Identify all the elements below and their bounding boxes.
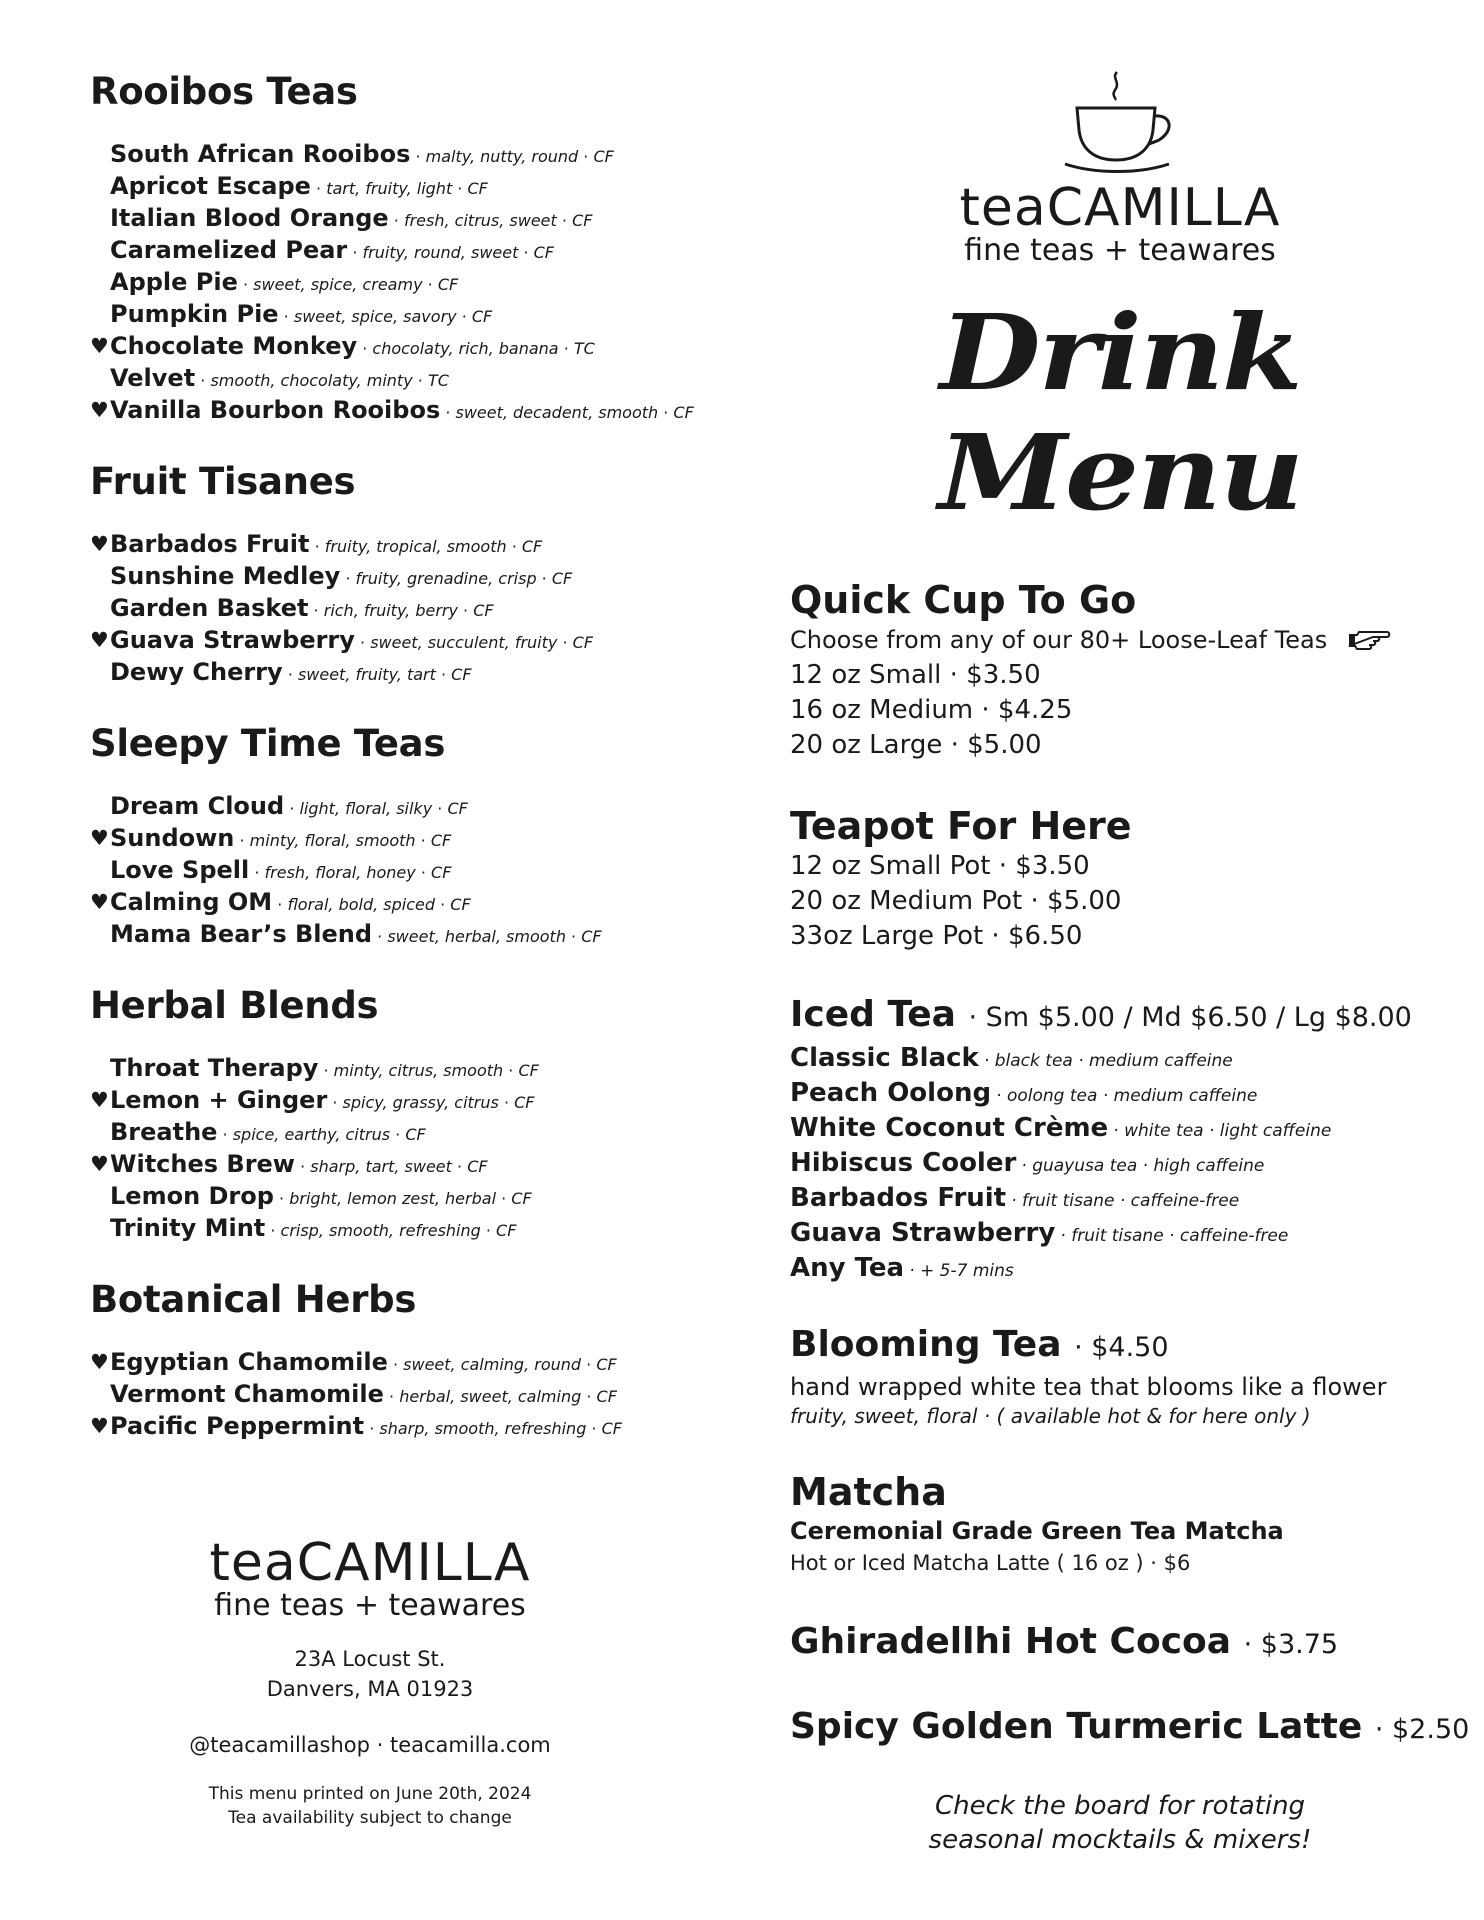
footer-brand-tagline: fine teas + teawares — [214, 1588, 526, 1623]
tea-item — [90, 886, 730, 918]
iced-tea-description: · fruit tisane · caffeine-free — [1011, 1191, 1240, 1211]
tea-description: spice, earthy, citrus — [232, 1125, 391, 1144]
section-title: Rooibos Teas — [90, 70, 358, 113]
tea-name: Chocolate Monkey — [110, 332, 358, 360]
iced-tea-item — [790, 1111, 1450, 1146]
heart-icon: ♥ — [90, 826, 109, 850]
blooming-tea-description: hand wrapped white tea that blooms like a flower — [790, 1373, 1387, 1401]
tea-item — [90, 560, 730, 592]
size-price-line: 12 oz Small · $3.50 — [790, 660, 1041, 690]
footer-printed-date: This menu printed on June 20th, 2024 — [208, 1784, 532, 1804]
tea-description: sweet, fruity, tart — [297, 665, 436, 684]
separator-dot: · — [498, 1093, 515, 1112]
separator-dot: · — [578, 147, 594, 166]
iced-tea-name: Peach Oolong — [790, 1078, 992, 1108]
tea-name: Lemon Drop — [110, 1182, 274, 1210]
tea-item — [90, 394, 730, 426]
tea-item — [90, 298, 730, 330]
separator-dot: · — [451, 1157, 468, 1176]
tea-name: Apricot Escape — [110, 172, 311, 200]
iced-tea-name: White Coconut Crème — [790, 1113, 1109, 1143]
separator-dot: · — [440, 403, 456, 422]
iced-tea-item — [790, 1076, 1450, 1111]
footer-street: 23A Locust St. — [294, 1647, 446, 1671]
tea-name: Vanilla Bourbon Rooibos — [110, 396, 441, 424]
iced-tea-description: · + 5-7 mins — [909, 1261, 1014, 1281]
left-menu-column — [90, 70, 730, 1476]
separator-dot: · — [347, 243, 363, 262]
tea-name: Guava Strawberry — [110, 626, 355, 654]
tea-name: Sunshine Medley — [110, 562, 341, 590]
tea-description: floral, bold, spiced — [287, 895, 436, 914]
tea-description: bright, lemon zest, herbal — [289, 1189, 497, 1208]
footer-social-links: @teacamillashop · teacamilla.com — [189, 1733, 551, 1757]
matcha-section — [790, 1469, 1450, 1579]
caffeine-code: CF — [533, 243, 554, 262]
separator-dot: · — [503, 1061, 519, 1080]
separator-dot: · — [432, 799, 448, 818]
tea-name: Caramelized Pear — [110, 236, 348, 264]
separator-dot: · — [265, 1221, 281, 1240]
footer-city: Danvers, MA 01923 — [266, 1677, 474, 1701]
caffeine-code: CF — [518, 1061, 539, 1080]
tea-item — [90, 592, 730, 624]
tea-list — [90, 1052, 730, 1244]
heart-icon: ♥ — [90, 532, 109, 556]
size-price-line: 33oz Large Pot · $6.50 — [790, 921, 1083, 951]
tea-name: Breathe — [110, 1118, 218, 1146]
separator-dot: · — [310, 179, 327, 198]
separator-dot: · — [496, 1189, 512, 1208]
tea-description: minty, floral, smooth — [249, 831, 416, 850]
heart-icon: ♥ — [90, 334, 109, 358]
caffeine-code: CF — [572, 211, 593, 230]
tea-item — [90, 170, 730, 202]
iced-tea-name: Barbados Fruit — [790, 1183, 1007, 1213]
matcha-latte: Hot or Iced Matcha Latte ( 16 oz ) · $6 — [790, 1551, 1191, 1575]
tea-list — [90, 138, 730, 426]
separator-dot: · — [415, 863, 432, 882]
tea-item — [90, 1212, 730, 1244]
tea-name: Barbados Fruit — [110, 530, 310, 558]
separator-dot: · — [388, 211, 404, 230]
separator-dot: · — [237, 275, 254, 294]
separator-dot: · — [435, 665, 452, 684]
tea-item — [90, 1148, 730, 1180]
tea-list — [90, 528, 730, 688]
separator-dot: · — [581, 1355, 597, 1374]
caffeine-code: CF — [450, 895, 471, 914]
separator-dot: · — [340, 569, 356, 588]
tea-name: Calming OM — [110, 888, 273, 916]
tea-item — [90, 656, 730, 688]
tea-name: Throat Therapy — [110, 1054, 319, 1082]
brand-tagline: fine teas + teawares — [964, 233, 1276, 268]
separator-dot: · — [273, 1189, 290, 1208]
tea-name: Velvet — [110, 364, 196, 392]
tea-description: sweet, spice, creamy — [253, 275, 423, 294]
caffeine-code: CF — [511, 1189, 532, 1208]
tea-description: light, floral, silky — [299, 799, 433, 818]
tea-name: Vermont Chamomile — [110, 1380, 384, 1408]
separator-dot: · — [308, 601, 324, 620]
separator-dot: · — [284, 799, 300, 818]
caffeine-code: TC — [573, 339, 595, 358]
separator-dot: · — [357, 339, 373, 358]
tea-name: Dream Cloud — [110, 792, 285, 820]
iced-tea-title: Iced Tea — [790, 994, 956, 1035]
heart-icon: ♥ — [90, 398, 109, 422]
caffeine-code: CF — [551, 569, 573, 588]
hot-cocoa-price: · $3.75 — [1243, 1629, 1339, 1660]
iced-tea-description: · white tea · light caffeine — [1113, 1121, 1332, 1141]
tea-name: Love Spell — [110, 856, 250, 884]
menu-title: Drink Menu — [938, 291, 1302, 534]
caffeine-code: CF — [431, 863, 452, 882]
hot-cocoa-title: Ghiradellhi Hot Cocoa — [790, 1621, 1232, 1662]
tea-item — [90, 1116, 730, 1148]
tea-description: crisp, smooth, refreshing — [280, 1221, 481, 1240]
heart-icon: ♥ — [90, 1350, 109, 1374]
tea-section — [90, 1278, 730, 1442]
tea-name: Pumpkin Pie — [110, 300, 279, 328]
separator-dot: · — [456, 307, 472, 326]
tea-description: sweet, decadent, smooth — [455, 403, 659, 422]
tea-item — [90, 918, 730, 950]
blooming-tea-price: · $4.50 — [1074, 1332, 1169, 1363]
quick-cup-title: Quick Cup To Go — [790, 578, 1137, 622]
header-logo — [790, 70, 1450, 533]
iced-tea-description: · guayusa tea · high caffeine — [1021, 1156, 1265, 1176]
iced-tea-item — [790, 1181, 1450, 1216]
separator-dot: · — [410, 147, 426, 166]
separator-dot: · — [415, 831, 431, 850]
tea-name: Trinity Mint — [110, 1214, 266, 1242]
tea-description: chocolaty, rich, banana — [372, 339, 559, 358]
iced-tea-name: Guava Strawberry — [790, 1218, 1056, 1248]
tea-name: Dewy Cherry — [110, 658, 283, 686]
tea-item — [90, 202, 730, 234]
tea-item — [90, 138, 730, 170]
separator-dot: · — [272, 895, 288, 914]
tea-name: Apple Pie — [110, 268, 238, 296]
section-title: Herbal Blends — [90, 984, 379, 1027]
caffeine-code: CF — [473, 601, 494, 620]
tea-item — [90, 528, 730, 560]
blooming-tea-title: Blooming Tea — [790, 1324, 1062, 1365]
caffeine-code: TC — [427, 371, 449, 390]
size-price-line: 20 oz Medium Pot · $5.00 — [790, 886, 1122, 916]
iced-tea-name: Hibiscus Cooler — [790, 1148, 1017, 1178]
tea-description: herbal, sweet, calming — [399, 1387, 582, 1406]
tea-item — [90, 234, 730, 266]
tea-section — [90, 70, 730, 426]
iced-tea-heading — [790, 992, 1450, 1041]
tea-description: malty, nutty, round — [425, 147, 579, 166]
size-price-line: 12 oz Small Pot · $3.50 — [790, 851, 1090, 881]
quick-cup-subtitle — [790, 623, 1450, 658]
quick-cup-section — [790, 577, 1450, 763]
separator-dot: · — [372, 927, 388, 946]
tea-name: Witches Brew — [110, 1150, 295, 1178]
separator-dot: · — [354, 633, 371, 652]
iced-tea-name: Classic Black — [790, 1043, 979, 1073]
blooming-tea-heading — [790, 1322, 1450, 1371]
tea-name: South African Rooibos — [110, 140, 411, 168]
iced-tea-item — [790, 1041, 1450, 1076]
separator-dot: · — [383, 1387, 400, 1406]
seasonal-note-line1: Check the board for rotating — [934, 1791, 1306, 1821]
separator-dot: · — [309, 537, 325, 556]
tea-item — [90, 1084, 730, 1116]
separator-dot: · — [457, 601, 474, 620]
tea-description: sharp, tart, sweet — [310, 1157, 452, 1176]
tea-name: Lemon + Ginger — [110, 1086, 328, 1114]
iced-tea-description: · fruit tisane · caffeine-free — [1060, 1226, 1289, 1246]
turmeric-latte-title: Spicy Golden Turmeric Latte — [790, 1706, 1363, 1747]
caffeine-code: CF — [467, 179, 488, 198]
separator-dot: · — [390, 1125, 406, 1144]
separator-dot: · — [452, 179, 468, 198]
tea-item — [90, 330, 730, 362]
tea-description: sweet, spice, savory — [293, 307, 457, 326]
tea-item — [90, 1346, 730, 1378]
footer-brand-name: teaCAMILLA — [209, 1533, 531, 1593]
teacup-icon — [1055, 70, 1185, 175]
separator-dot: · — [234, 831, 250, 850]
blooming-tea-notes: fruity, sweet, floral · ( available hot & for here only ) — [790, 1404, 1311, 1428]
tea-description: sweet, herbal, smooth — [387, 927, 566, 946]
tea-item — [90, 1378, 730, 1410]
pointing-hand-icon — [1347, 629, 1391, 653]
brand-name: teaCAMILLA — [959, 178, 1281, 238]
turmeric-latte-heading — [790, 1704, 1470, 1753]
footer-availability-note: Tea availability subject to change — [228, 1808, 512, 1828]
separator-dot: · — [557, 633, 573, 652]
tea-item — [90, 1180, 730, 1212]
tea-description: fruity, round, sweet — [362, 243, 519, 262]
teapot-title: Teapot For Here — [790, 804, 1132, 848]
separator-dot: · — [278, 307, 294, 326]
separator-dot: · — [364, 1419, 380, 1438]
size-price-line: 16 oz Medium · $4.25 — [790, 695, 1073, 725]
caffeine-code: CF — [437, 275, 459, 294]
tea-name: Mama Bear’s Blend — [110, 920, 373, 948]
matcha-title: Matcha — [790, 1470, 947, 1514]
tea-name: Sundown — [110, 824, 235, 852]
separator-dot: · — [581, 1387, 597, 1406]
tea-description: rich, fruity, berry — [323, 601, 458, 620]
tea-description: fresh, citrus, sweet — [403, 211, 557, 230]
tea-list — [90, 1346, 730, 1442]
caffeine-code: CF — [514, 1093, 535, 1112]
caffeine-code: CF — [572, 633, 594, 652]
tea-section — [90, 460, 730, 688]
heart-icon: ♥ — [90, 890, 109, 914]
tea-item — [90, 822, 730, 854]
tea-list — [90, 790, 730, 950]
quick-cup-subtitle-text: Choose from any of our 80+ Loose-Leaf Teas — [790, 626, 1328, 654]
caffeine-code: CF — [673, 403, 694, 422]
caffeine-code: CF — [596, 1387, 617, 1406]
tea-name: Pacific Peppermint — [110, 1412, 365, 1440]
caffeine-code: CF — [581, 927, 602, 946]
separator-dot: · — [217, 1125, 233, 1144]
caffeine-code: CF — [467, 1157, 488, 1176]
separator-dot: · — [658, 403, 674, 422]
seasonal-note — [790, 1789, 1450, 1857]
tea-description: fresh, floral, honey — [264, 863, 416, 882]
separator-dot: · — [282, 665, 298, 684]
tea-section — [90, 984, 730, 1244]
separator-dot: · — [506, 537, 522, 556]
iced-tea-description: · black tea · medium caffeine — [983, 1051, 1233, 1071]
tea-name: Garden Basket — [110, 594, 309, 622]
iced-tea-name: Any Tea — [790, 1253, 905, 1283]
turmeric-latte-price: · $2.50 — [1374, 1714, 1470, 1745]
tea-description: fruity, tropical, smooth — [324, 537, 507, 556]
caffeine-code: CF — [451, 665, 472, 684]
tea-item — [90, 362, 730, 394]
separator-dot: · — [387, 1355, 404, 1374]
iced-tea-prices: · Sm $5.00 / Md $6.50 / Lg $8.00 — [968, 1002, 1412, 1033]
section-title: Botanical Herbs — [90, 1278, 417, 1321]
caffeine-code: CF — [405, 1125, 426, 1144]
separator-dot: · — [480, 1221, 497, 1240]
tea-description: sweet, calming, round — [403, 1355, 582, 1374]
separator-dot: · — [558, 339, 574, 358]
heart-icon: ♥ — [90, 1414, 109, 1438]
caffeine-code: CF — [430, 831, 452, 850]
blooming-tea-section — [790, 1322, 1450, 1429]
separator-dot: · — [294, 1157, 311, 1176]
turmeric-latte-section — [790, 1704, 1470, 1753]
separator-dot: · — [422, 275, 438, 294]
separator-dot: · — [586, 1419, 602, 1438]
size-price-line: 20 oz Large · $5.00 — [790, 730, 1042, 760]
iced-tea-description: · oolong tea · medium caffeine — [996, 1086, 1258, 1106]
heart-icon: ♥ — [90, 628, 109, 652]
caffeine-code: CF — [521, 537, 543, 556]
tea-name: Italian Blood Orange — [110, 204, 389, 232]
separator-dot: · — [412, 371, 428, 390]
separator-dot: · — [435, 895, 451, 914]
iced-tea-item — [790, 1251, 1450, 1286]
separator-dot: · — [518, 243, 534, 262]
separator-dot: · — [565, 927, 582, 946]
iced-tea-section — [790, 992, 1450, 1286]
tea-item — [90, 624, 730, 656]
hot-cocoa-heading — [790, 1619, 1450, 1668]
quick-cup-sizes — [790, 658, 1450, 763]
caffeine-code: CF — [471, 307, 493, 326]
tea-name: Egyptian Chamomile — [110, 1348, 388, 1376]
caffeine-code: CF — [447, 799, 468, 818]
right-menu-column — [790, 70, 1470, 1857]
teapot-section — [790, 803, 1450, 954]
separator-dot: · — [556, 211, 573, 230]
heart-icon: ♥ — [90, 1152, 109, 1176]
footer-address-block — [140, 1530, 600, 1830]
tea-item — [90, 854, 730, 886]
tea-item — [90, 1410, 730, 1442]
section-title: Fruit Tisanes — [90, 460, 356, 503]
tea-description: smooth, chocolaty, minty — [210, 371, 413, 390]
heart-icon: ♥ — [90, 1088, 109, 1112]
tea-item — [90, 266, 730, 298]
separator-dot: · — [195, 371, 211, 390]
tea-description: sharp, smooth, refreshing — [379, 1419, 587, 1438]
caffeine-code: CF — [593, 147, 614, 166]
separator-dot: · — [249, 863, 265, 882]
caffeine-code: CF — [596, 1355, 617, 1374]
tea-item — [90, 790, 730, 822]
separator-dot: · — [327, 1093, 343, 1112]
tea-description: tart, fruity, light — [326, 179, 453, 198]
separator-dot: · — [318, 1061, 334, 1080]
caffeine-code: CF — [496, 1221, 517, 1240]
iced-tea-item — [790, 1216, 1450, 1251]
tea-description: minty, citrus, smooth — [333, 1061, 504, 1080]
tea-item — [90, 1052, 730, 1084]
tea-description: spicy, grassy, citrus — [342, 1093, 499, 1112]
seasonal-note-line2: seasonal mocktails & mixers! — [928, 1825, 1312, 1855]
separator-dot: · — [536, 569, 552, 588]
iced-tea-item — [790, 1146, 1450, 1181]
iced-tea-list — [790, 1041, 1450, 1286]
teapot-sizes — [790, 849, 1450, 954]
section-title: Sleepy Time Teas — [90, 722, 446, 765]
caffeine-code: CF — [601, 1419, 622, 1438]
tea-section — [90, 722, 730, 950]
matcha-grade: Ceremonial Grade Green Tea Matcha — [790, 1517, 1284, 1545]
hot-cocoa-section — [790, 1619, 1450, 1668]
tea-description: sweet, succulent, fruity — [370, 633, 558, 652]
tea-description: fruity, grenadine, crisp — [355, 569, 537, 588]
